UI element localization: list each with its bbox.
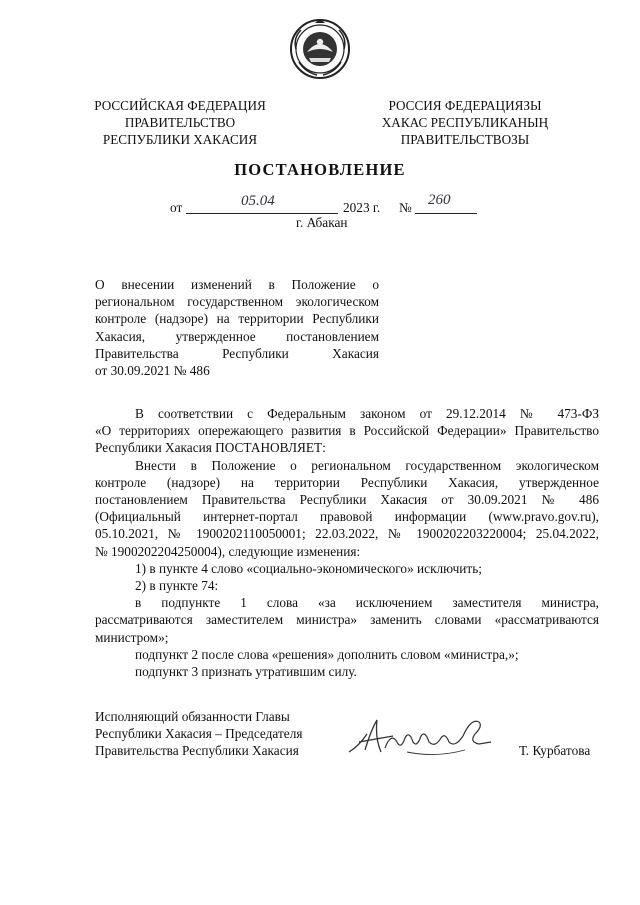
body-line: В соответствии с Федеральным законом от 29.12.2014 № 473-ФЗ: [135, 406, 599, 421]
header-right-line: ПРАВИТЕЛЬСТВОЗЫ: [400, 132, 530, 147]
body-line: подпункт 2 после слова «решения» дополнить словом «министра,»;: [135, 646, 519, 662]
body-line: 05.10.2021, № 1900202110050001; 22.03.2022, № 1900202203220004; 25.04.2022,: [95, 526, 599, 542]
city-label: г. Абакан: [296, 215, 348, 230]
subject-line: Правительства Республики Хакасия: [95, 345, 379, 361]
subject-line: О внесении изменений в Положение о: [95, 277, 379, 292]
number-underline: [415, 213, 477, 214]
body-line: контроле (надзоре) на территории Республики Хакасия, утвержденное: [95, 474, 599, 490]
header-left-line: РОССИЙСКАЯ ФЕДЕРАЦИЯ: [94, 98, 266, 113]
body-line: (Официальный интернет-портал правовой информации (www.pravo.gov.ru),: [95, 509, 599, 525]
coat-of-arms-emblem: [289, 18, 351, 80]
body-line: № 1900202204250004), следующие изменения:: [95, 543, 361, 559]
list-item: 2) в пункте 74:: [135, 578, 219, 594]
body-line: Республики Хакасия ПОСТАНОВЛЯЕТ:: [95, 440, 326, 456]
body-line: в подпункте 1 слова «за исключением заместителя министра,: [135, 595, 599, 611]
signature: [345, 712, 495, 764]
body-line: «О территориях опережающего развития в Российской Федерации» Правительство: [95, 423, 599, 439]
body-line: рассматриваются заместителем министра» заменить словами «рассматриваются: [95, 612, 599, 628]
header-left-line: РЕСПУБЛИКИ ХАКАСИЯ: [102, 132, 258, 147]
body-line: подпункт 3 признать утратившим силу.: [135, 664, 357, 680]
document-type-title: ПОСТАНОВЛЕНИЕ: [234, 160, 406, 179]
date-handwritten: 05.04: [241, 193, 275, 209]
document-body: [95, 405, 599, 680]
header-right-line: ХАКАС РЕСПУБЛИКАНЫҢ: [381, 115, 549, 130]
position-line: Правительства Республики Хакасия: [95, 743, 299, 759]
subject-line: Хакасия, утвержденное постановлением: [95, 328, 379, 344]
header-right: [365, 97, 565, 148]
number-label: №: [399, 200, 412, 215]
document-subject: [95, 276, 379, 379]
signatory-name: Т. Курбатова: [519, 743, 591, 758]
header-left: [80, 97, 280, 148]
signatory-position: [95, 708, 302, 760]
subject-line: региональном государственном экологическом: [95, 294, 379, 310]
khakassia-coat-of-arms-icon: [289, 18, 351, 80]
body-line: постановлением Правительства Республики Хакасия от 30.09.2021 № 486: [95, 492, 599, 508]
date-from-label: от: [170, 200, 183, 215]
number-handwritten: 260: [428, 192, 451, 208]
list-item: 1) в пункте 4 слово «социально-экономического» исключить;: [135, 560, 482, 576]
body-line: Внести в Положение о региональном государственном экологическом: [135, 457, 599, 473]
handwritten-signature-icon: [345, 712, 495, 764]
position-line: Республики Хакасия – Председателя: [95, 726, 303, 742]
position-line: Исполняющий обязанности Главы: [95, 709, 290, 724]
year-label: 2023 г.: [343, 200, 381, 215]
header-right-line: РОССИЯ ФЕДЕРАЦИЯЗЫ: [388, 98, 542, 113]
subject-line: контроле (надзоре) на территории Республики: [95, 311, 379, 327]
subject-line: от 30.09.2021 № 486: [95, 363, 210, 379]
body-line: министром»;: [95, 629, 169, 645]
header-left-line: ПРАВИТЕЛЬСТВО: [124, 115, 236, 130]
